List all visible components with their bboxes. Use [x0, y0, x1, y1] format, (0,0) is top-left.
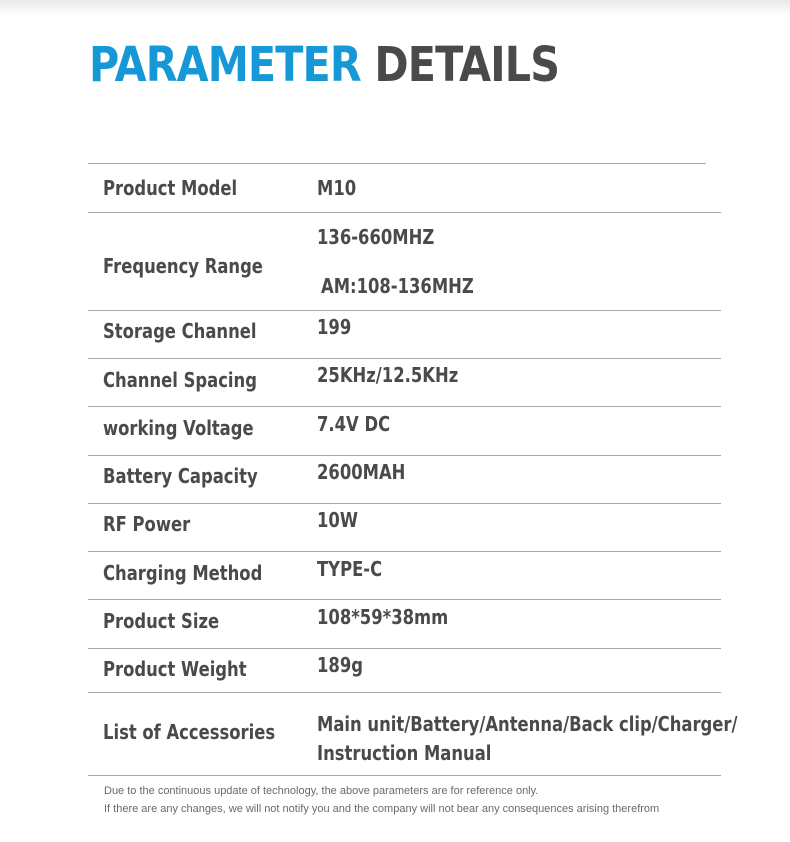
table-rule [88, 212, 264, 213]
spec-value-product-weight: 189g [317, 653, 363, 677]
table-rule [264, 406, 721, 407]
table-rule [264, 503, 721, 504]
disclaimer-line-2: If there are any changes, we will not notify you and the company will not bear any consequences arising therefrom [104, 803, 660, 815]
spec-value-frequency-range: 136-660MHZ [317, 225, 435, 249]
title-rest: DETAILS [374, 37, 560, 93]
disclaimer-line-1: Due to the continuous update of technology, the above parameters are for reference only. [104, 785, 539, 797]
table-rule [88, 455, 264, 456]
table-rule [264, 599, 721, 600]
table-rule [264, 212, 721, 213]
table-rule [264, 648, 721, 649]
spec-value-accessories: Main unit/Battery/Antenna/Back clip/Charger/ [317, 712, 738, 736]
table-rule [264, 692, 721, 693]
spec-value-frequency-range-am: AM:108-136MHZ [321, 274, 474, 298]
table-rule [88, 503, 264, 504]
spec-label-rf-power: RF Power [103, 512, 191, 536]
spec-value-rf-power: 10W [317, 508, 358, 532]
table-rule [88, 648, 264, 649]
table-rule [88, 358, 264, 359]
table-rule [264, 455, 721, 456]
top-shade [0, 0, 790, 16]
spec-value-working-voltage: 7.4V DC [317, 412, 391, 436]
spec-label-product-size: Product Size [103, 609, 220, 633]
spec-value-battery-capacity: 2600MAH [317, 460, 406, 484]
table-rule-top [88, 163, 706, 164]
table-rule-bottom [264, 775, 721, 776]
spec-label-product-model: Product Model [103, 176, 238, 200]
spec-value-storage-channel: 199 [317, 315, 352, 339]
spec-value-charging-method: TYPE-C [317, 557, 383, 581]
spec-value-channel-spacing: 25KHz/12.5KHz [317, 363, 459, 387]
table-rule [88, 406, 264, 407]
spec-label-working-voltage: working Voltage [103, 416, 254, 440]
spec-label-accessories: List of Accessories [103, 720, 276, 744]
table-rule [88, 551, 264, 552]
table-rule-bottom [88, 775, 264, 776]
table-rule [88, 310, 264, 311]
table-rule [264, 551, 721, 552]
table-rule [264, 358, 721, 359]
spec-label-product-weight: Product Weight [103, 657, 247, 681]
spec-value-accessories-line2: Instruction Manual [317, 741, 492, 765]
spec-value-product-model: M10 [317, 176, 357, 200]
table-rule [88, 599, 264, 600]
table-rule [88, 692, 264, 693]
spec-label-storage-channel: Storage Channel [103, 319, 257, 343]
spec-label-charging-method: Charging Method [103, 561, 263, 585]
spec-label-channel-spacing: Channel Spacing [103, 368, 257, 392]
page-title [89, 34, 559, 96]
title-highlight: PARAMETER [89, 37, 361, 93]
table-rule [264, 310, 721, 311]
spec-value-product-size: 108*59*38mm [317, 605, 449, 629]
spec-label-frequency-range: Frequency Range [103, 254, 263, 278]
spec-label-battery-capacity: Battery Capacity [103, 464, 258, 488]
